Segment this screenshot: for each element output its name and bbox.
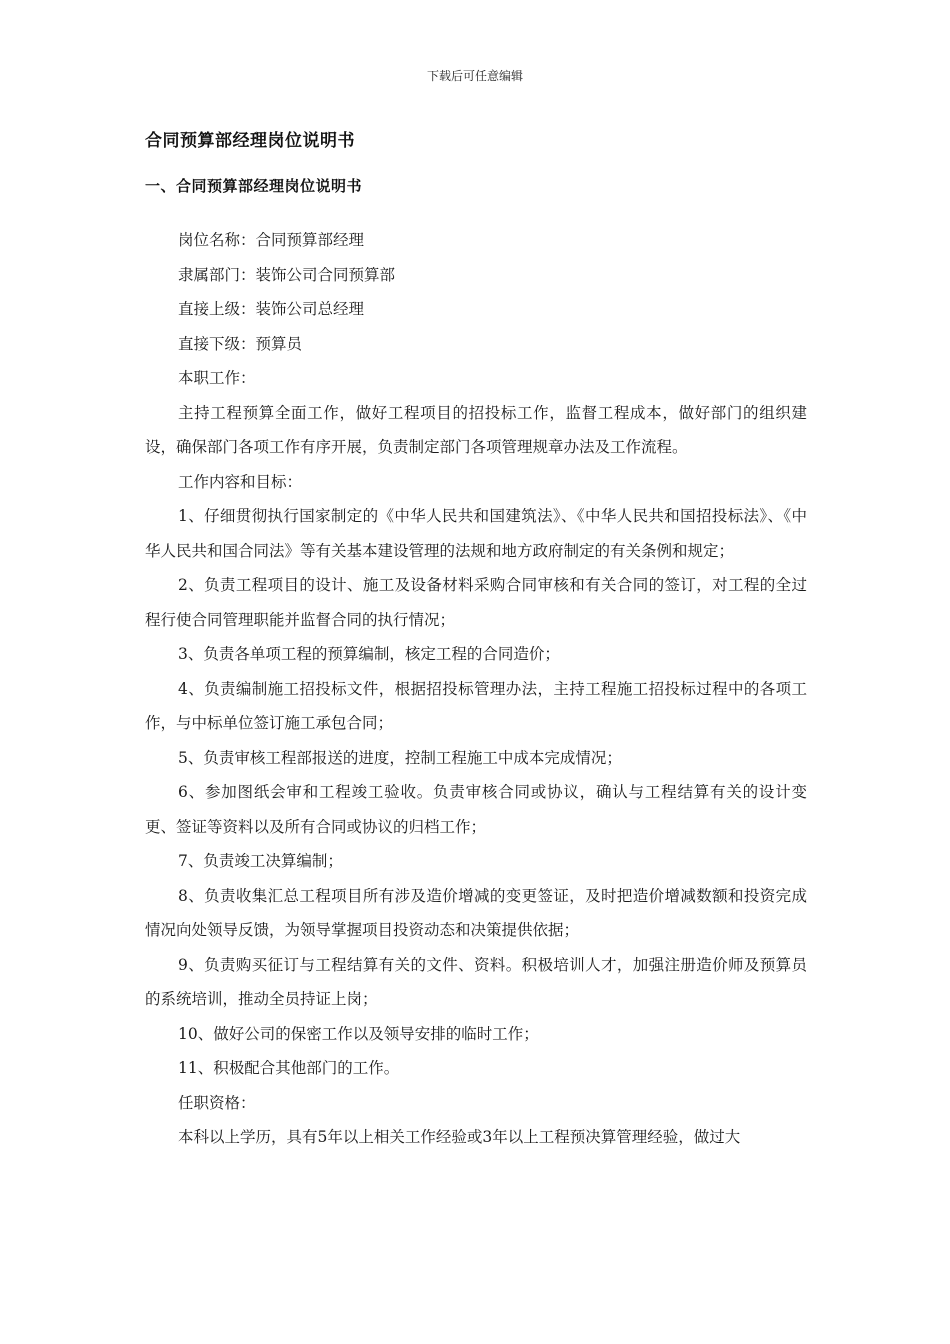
task-item: 10、做好公司的保密工作以及领导安排的临时工作；	[178, 1024, 539, 1043]
task-item: 4、负责编制施工招投标文件，根据招投标管理办法，主持工程施工招投标过程中的各项工作，与中标单位签订施工承包合同；	[145, 679, 807, 732]
task-item: 2、负责工程项目的设计、施工及设备材料采购合同审核和有关合同的签订，对工程的全过程行使合同管理职能并监督合同的执行情况；	[145, 576, 807, 629]
info-subordinate: 直接下级：预算员	[178, 334, 303, 353]
task-item: 8、负责收集汇总工程项目所有涉及造价增减的变更签证，及时把造价增减数额和投资完成情况向处领导反馈，为领导掌握项目投资动态和决策提供依据；	[145, 886, 807, 939]
task-item: 1、仔细贯彻执行国家制定的《中华人民共和国建筑法》、《中华人民共和国招投标法》、《中华人民共和国合同法》等有关基本建设管理的法规和地方政府制定的有关条例和规定；	[145, 507, 807, 560]
task-item: 9、负责购买征订与工程结算有关的文件、资料。积极培训人才，加强注册造价师及预算员的系统培训，推动全员持证上岗；	[145, 955, 807, 1008]
qualification-heading: 任职资格：	[178, 1093, 256, 1112]
task-item: 5、负责审核工程部报送的进度，控制工程施工中成本完成情况；	[178, 748, 622, 767]
info-department: 隶属部门：装饰公司合同预算部	[178, 265, 396, 284]
header-note: 下载后可任意编辑	[426, 69, 523, 83]
task-item: 11、积极配合其他部门的工作。	[178, 1059, 400, 1077]
document-body	[145, 223, 807, 1155]
tasks-heading: 工作内容和目标：	[178, 472, 303, 491]
info-superior: 直接上级：装饰公司总经理	[178, 300, 365, 318]
qualification-text: 本科以上学历，具有5年以上相关工作经验或3年以上工程预决算管理经验，做过大	[178, 1128, 741, 1146]
info-position-name: 岗位名称：合同预算部经理	[178, 231, 365, 249]
task-item: 7、负责竣工决算编制；	[178, 852, 343, 870]
document-title: 合同预算部经理岗位说明书	[145, 131, 355, 151]
task-item: 3、负责各单项工程的预算编制，核定工程的合同造价；	[178, 645, 560, 663]
task-item: 6、参加图纸会审和工程竣工验收。负责审核合同或协议，确认与工程结算有关的设计变更、签证等资料以及所有合同或协议的归档工作；	[145, 783, 807, 836]
section-title: 一、合同预算部经理岗位说明书	[145, 177, 363, 195]
duty-heading: 本职工作：	[178, 369, 256, 387]
duty-text: 主持工程预算全面工作，做好工程项目的招投标工作，监督工程成本，做好部门的组织建设，确保部门各项工作有序开展，负责制定部门各项管理规章办法及工作流程。	[145, 403, 807, 456]
